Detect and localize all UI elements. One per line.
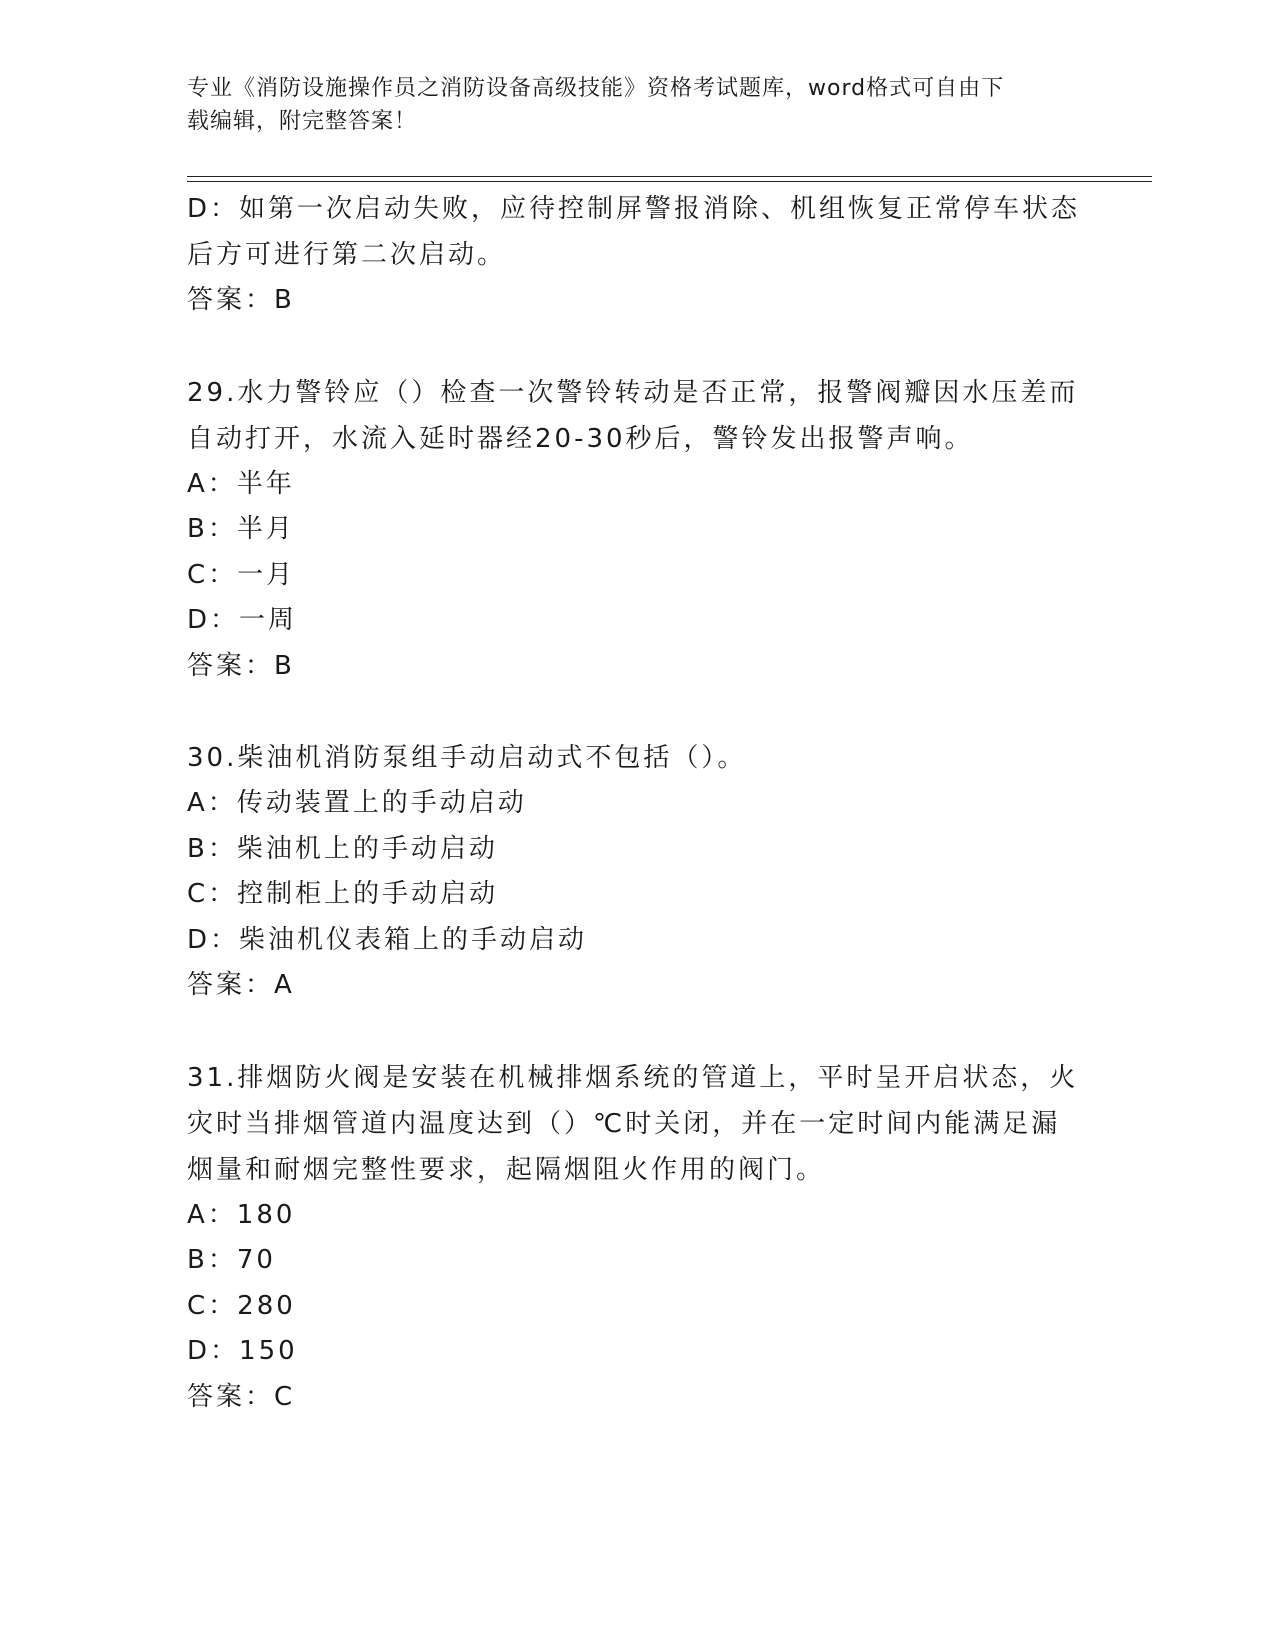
- header-divider-bottom: [187, 181, 1152, 182]
- option-b: B：柴油机上的手动启动: [187, 833, 498, 864]
- option-c: C：控制柜上的手动启动: [187, 879, 499, 909]
- answer: 答案：B: [187, 285, 295, 315]
- question-30: [187, 735, 1087, 1009]
- question-31: [187, 1055, 1087, 1421]
- option-b: B：70: [187, 1245, 276, 1275]
- option-d-line-1: D：如第一次启动失败，应待控制屏警报消除、机组恢复正常停车状态: [187, 194, 1081, 224]
- header-line-1: 专业《消防设施操作员之消防设备高级技能》资格考试题库，word格式可自由下: [187, 76, 1005, 101]
- option-d-line-2: 后方可进行第二次启动。: [187, 240, 507, 270]
- question-stem-line: 31.排烟防火阀是安装在机械排烟系统的管道上，平时呈开启状态，火: [187, 1062, 1079, 1093]
- option-d: D：150: [187, 1336, 298, 1366]
- question-stem-line: 30.柴油机消防泵组手动启动式不包括（）。: [187, 743, 747, 773]
- spacer: [187, 689, 1087, 735]
- question-28-tail: [187, 186, 1087, 324]
- option-d: D：柴油机仪表箱上的手动启动: [187, 924, 588, 955]
- question-stem-line: 烟量和耐烟完整性要求，起隔烟阻火作用的阀门。: [187, 1154, 826, 1185]
- question-29: [187, 370, 1087, 690]
- question-stem-line: 灾时当排烟管道内温度达到（）℃时关闭，并在一定时间内能满足漏: [187, 1108, 1061, 1139]
- question-stem-line: 自动打开，水流入延时器经20-30秒后，警铃发出报警声响。: [187, 423, 974, 454]
- document-header: [187, 72, 1067, 138]
- header-line-2: 载编辑，附完整答案！: [187, 109, 418, 134]
- option-c: C：280: [187, 1290, 296, 1321]
- option-d: D：一周: [187, 605, 298, 635]
- answer: 答案：C: [187, 1381, 296, 1412]
- header-divider-top: [187, 176, 1152, 177]
- spacer: [187, 324, 1087, 370]
- answer: 答案：A: [187, 970, 295, 1000]
- option-a: A：半年: [187, 468, 295, 499]
- question-stem-line: 29.水力警铃应（）检查一次警铃转动是否正常，报警阀瓣因水压差而: [187, 377, 1079, 408]
- answer: 答案：B: [187, 650, 295, 681]
- option-a: A：180: [187, 1199, 296, 1230]
- document-body: [187, 186, 1087, 1420]
- option-c: C：一月: [187, 559, 296, 590]
- option-a: A：传动装置上的手动启动: [187, 788, 527, 818]
- spacer: [187, 1009, 1087, 1055]
- option-b: B：半月: [187, 514, 295, 544]
